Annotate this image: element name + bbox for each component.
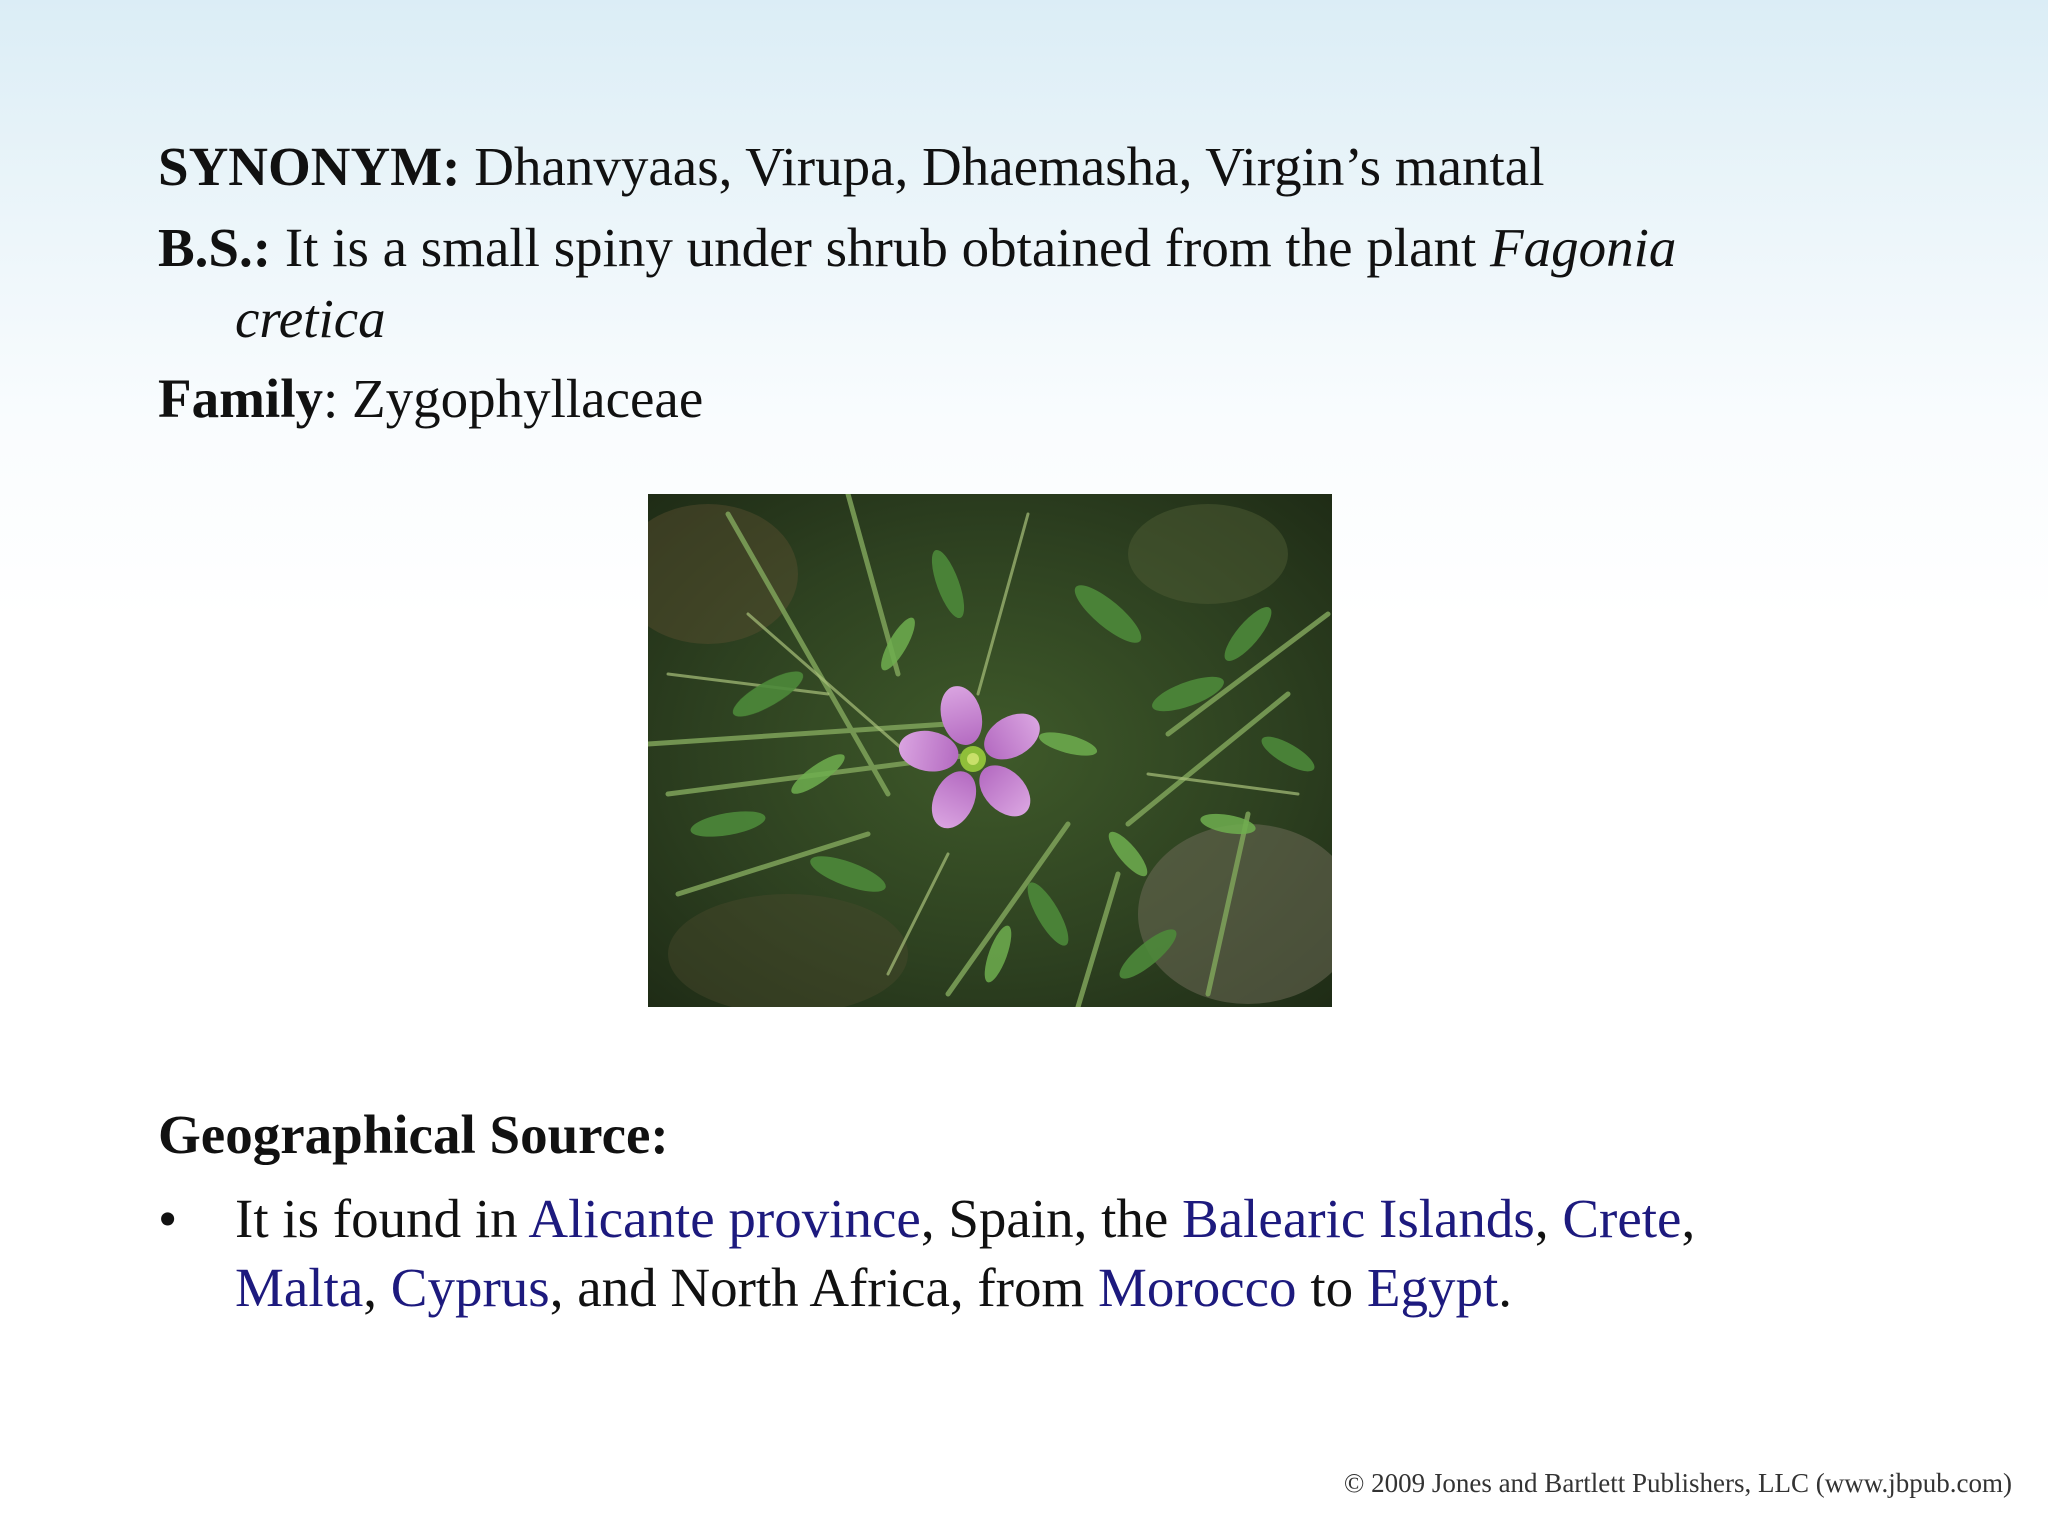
text-segment: , (1681, 1188, 1696, 1249)
bs-line (158, 213, 1676, 283)
synonym-text: Dhanvyaas, Virupa, Dhaemasha, Virgin’s mantal (460, 136, 1545, 197)
synonym-label: SYNONYM: (158, 136, 461, 197)
link-balearic-islands[interactable]: Balearic Islands (1182, 1188, 1535, 1249)
text-segment: . (1498, 1257, 1512, 1318)
link-crete[interactable]: Crete (1562, 1188, 1682, 1249)
text-segment: , Spain, the (920, 1188, 1183, 1249)
copyright-notice: © 2009 Jones and Bartlett Publishers, LLC (www.jbpub.com) (1343, 1468, 2012, 1498)
text-segment: It is found in (235, 1188, 529, 1249)
text-segment: , and North Africa, from (549, 1257, 1099, 1318)
synonym-line (158, 132, 1544, 202)
geographical-source-line-1 (235, 1184, 1695, 1254)
bs-label: B.S.: (158, 217, 272, 278)
text-segment: , (1534, 1188, 1563, 1249)
text-segment: , (363, 1257, 391, 1318)
plant-photo (648, 494, 1332, 1007)
link-morocco[interactable]: Morocco (1098, 1257, 1297, 1318)
link-malta[interactable]: Malta (235, 1257, 364, 1318)
geographical-source-heading: Geographical Source: (158, 1104, 669, 1165)
bs-genus: Fagonia (1490, 217, 1677, 278)
link-alicante-province[interactable]: Alicante province (528, 1188, 921, 1249)
text-segment: to (1296, 1257, 1367, 1318)
link-cyprus[interactable]: Cyprus (390, 1257, 550, 1318)
link-egypt[interactable]: Egypt (1366, 1257, 1499, 1318)
bs-text: It is a small spiny under shrub obtained from the plant (271, 217, 1491, 278)
bullet-marker: • (158, 1188, 178, 1249)
family-label: Family (158, 368, 323, 429)
family-line (158, 364, 703, 434)
bs-species: cretica (235, 288, 386, 349)
family-text: : Zygophyllaceae (322, 368, 704, 429)
geographical-source-line-2 (235, 1253, 1512, 1323)
